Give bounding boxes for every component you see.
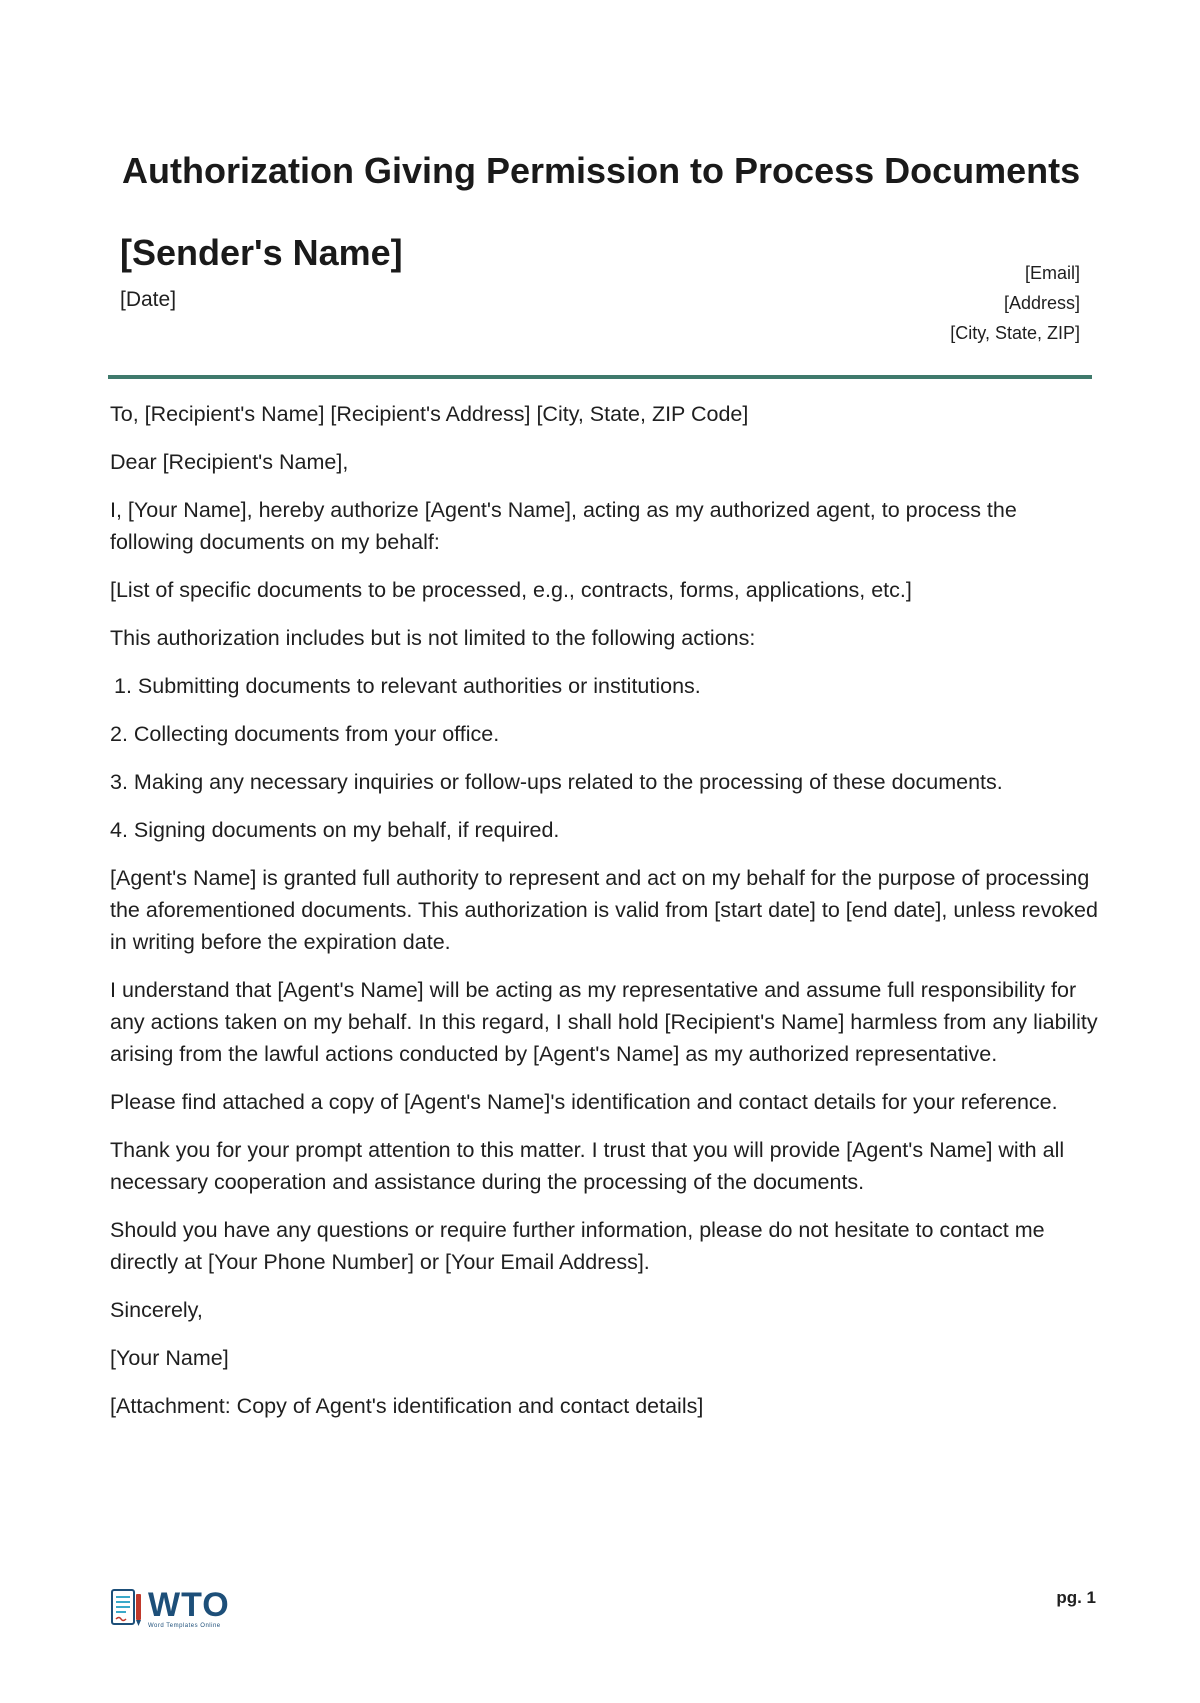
responsibility-paragraph: I understand that [Agent's Name] will be acting as my representative and assume full responsibility for any actions taken on my behalf. In this regard, I shall hold [Recipient's Name] harmless from any liability arising from the lawful actions conducted by [Agent's Name] as my authorized representative. bbox=[110, 978, 1098, 1066]
actions-intro: This authorization includes but is not limited to the following actions: bbox=[110, 626, 756, 650]
actions-list bbox=[110, 670, 1100, 846]
intro-paragraph: I, [Your Name], hereby authorize [Agent's Name], acting as my authorized agent, to process the following documents on my behalf: bbox=[110, 498, 1017, 554]
salutation: Dear [Recipient's Name], bbox=[110, 450, 349, 474]
signature: [Your Name] bbox=[110, 1346, 229, 1370]
contact-paragraph: Should you have any questions or require further information, please do not hesitate to contact me directly at [Your Phone Number] or [Your Email Address]. bbox=[110, 1218, 1045, 1274]
page-number: pg. 1 bbox=[1056, 1588, 1096, 1607]
attachment-note-paragraph: Please find attached a copy of [Agent's Name]'s identification and contact details for your reference. bbox=[110, 1090, 1058, 1114]
thanks-paragraph: Thank you for your prompt attention to this matter. I trust that you will provide [Agent's Name] with all necessary cooperation and assistance during the processing of the documents. bbox=[110, 1138, 1065, 1194]
action-item: 1. Submitting documents to relevant authorities or institutions. bbox=[114, 674, 701, 698]
action-item: 4. Signing documents on my behalf, if required. bbox=[110, 818, 560, 842]
logo-subtitle: Word Templates Online bbox=[148, 1623, 221, 1629]
recipient-line: To, [Recipient's Name] [Recipient's Address] [City, State, ZIP Code] bbox=[110, 402, 749, 426]
header-divider bbox=[108, 375, 1092, 379]
documents-list: [List of specific documents to be processed, e.g., contracts, forms, applications, etc.] bbox=[110, 578, 912, 602]
attachment-line: [Attachment: Copy of Agent's identification and contact details] bbox=[110, 1394, 704, 1418]
document-pen-icon bbox=[110, 1588, 144, 1630]
document-title: Authorization Giving Permission to Process Documents bbox=[122, 150, 1081, 191]
wto-logo bbox=[110, 1588, 230, 1630]
sender-city-state-zip: [City, State, ZIP] bbox=[950, 323, 1080, 343]
logo-wordmark: WTO bbox=[148, 1586, 230, 1624]
letter-date: [Date] bbox=[120, 288, 177, 311]
closing: Sincerely, bbox=[110, 1298, 203, 1322]
authority-paragraph: [Agent's Name] is granted full authority to represent and act on my behalf for the purpose of processing the aforementioned documents. This authorization is valid from [start date] to [end date], unless revoked in writing before the expiration date. bbox=[110, 866, 1098, 954]
sender-contact-block bbox=[950, 258, 1080, 348]
action-item: 2. Collecting documents from your office. bbox=[110, 722, 500, 746]
letter-body bbox=[110, 398, 1100, 1438]
sender-name: [Sender's Name] bbox=[120, 232, 403, 273]
sender-address: [Address] bbox=[1003, 293, 1080, 313]
sender-email: [Email] bbox=[1024, 263, 1080, 283]
action-item: 3. Making any necessary inquiries or follow-ups related to the processing of these documents. bbox=[110, 770, 1003, 794]
